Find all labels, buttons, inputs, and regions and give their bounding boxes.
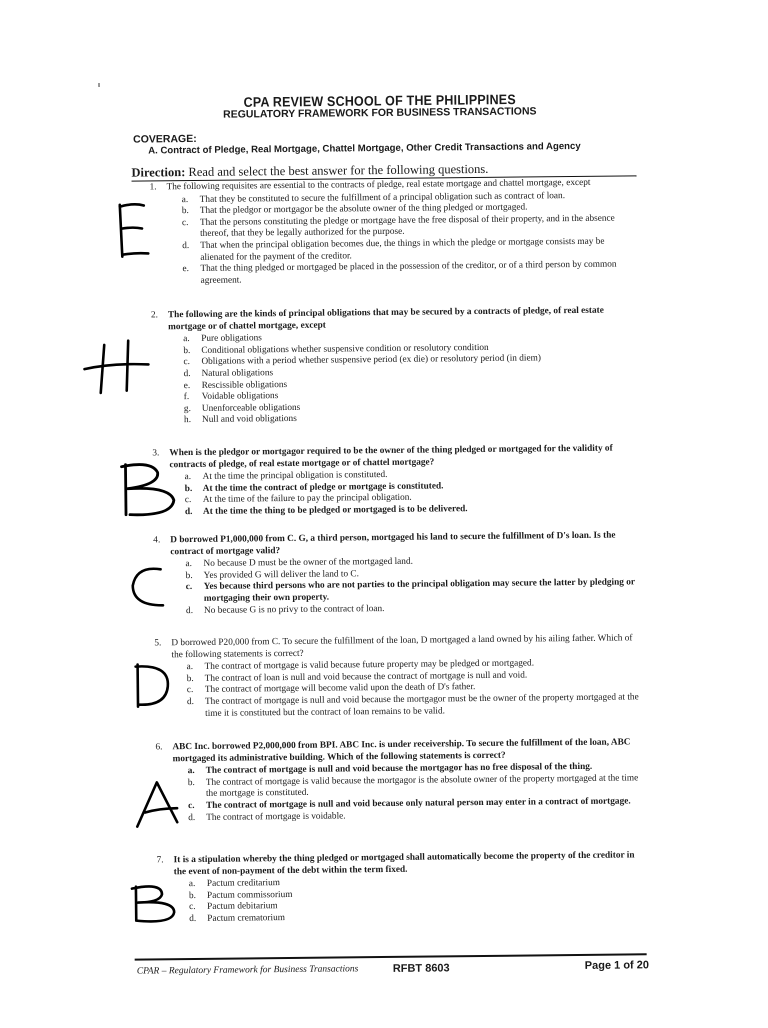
- question-number: 3.: [152, 448, 160, 459]
- question-stem: D borrowed P20,000 from C. To secure the fulfillment of the loan, D mortgaged a land owned by his ailing father. Which of the following statements is correct?: [171, 633, 633, 660]
- option-letter: f.: [183, 392, 190, 403]
- handwritten-answer-7: [126, 882, 182, 925]
- option-text: Pactum debitarium: [207, 901, 278, 913]
- option-text: Yes provided G will deliver the land to C.: [203, 569, 359, 581]
- option-letter: g.: [183, 403, 191, 414]
- option-letter: b.: [184, 483, 193, 494]
- question-2: [151, 305, 640, 427]
- question-number: 6.: [155, 742, 163, 753]
- option-text: That the pledgor or mortgagor be the absolute owner of the thing pledged or mortgaged.: [199, 202, 528, 217]
- option-letter: h.: [183, 415, 192, 426]
- question-stem: When is the pledgor or mortgagor required to be the owner of the thing pledged or mortgaged for the validity of contracts of pledge, of real estate mortgage or of chattel mortgage?: [169, 443, 613, 470]
- question-number: 2.: [150, 310, 158, 321]
- options-list: [182, 190, 639, 288]
- question-stem: The following are the kinds of principal obligations that may be secured by a contracts of pledge, of real estate mortgage or of chattel mortgage, except: [167, 305, 604, 332]
- option-letter: e.: [183, 380, 191, 391]
- options-list: [187, 657, 644, 720]
- option-text: Pactum crematorium: [207, 913, 286, 924]
- option-letter: c.: [184, 495, 192, 506]
- question-5: [154, 633, 643, 720]
- option-text: The contract of mortgage is null and void because the mortgagor has no free disposal of the thing.: [205, 762, 593, 777]
- question-7: [157, 850, 646, 926]
- coverage-text: A. Contract of Pledge, Real Mortgage, Chattel Mortgage, Other Credit Transactions and Agency: [148, 140, 581, 157]
- option-text: Pure obligations: [201, 333, 262, 345]
- option-letter: a.: [188, 879, 196, 890]
- option-text: The contract of mortgage will become valid upon the death of D's father.: [204, 682, 476, 696]
- options-list: [185, 467, 641, 518]
- option-text: Rescissible obligations: [201, 379, 288, 391]
- option-letter: c.: [183, 357, 190, 368]
- page-number: Page 1 of 20: [584, 959, 650, 972]
- question-number: 4.: [153, 535, 161, 546]
- options-list: [189, 874, 645, 925]
- option-text: The contract of mortgage is valid because future property may be pledged or mortgaged.: [204, 658, 535, 673]
- option-letter: d.: [183, 368, 191, 380]
- option-text: At the time of the failure to pay the principal obligation.: [202, 493, 412, 506]
- option-item: [182, 259, 638, 287]
- option-text: That the persons constituting the pledge or mortgage have the free disposal of their property, and in the absence thereof, that they be legally authorized for the purpose.: [199, 213, 615, 240]
- handwritten-answer-4: [125, 563, 175, 612]
- option-letter: b.: [183, 345, 191, 356]
- option-text: Unenforceable obligations: [201, 402, 301, 414]
- option-letter: a.: [184, 472, 192, 483]
- question-stem: ABC Inc. borrowed P2,000,000 from BPI. ABC Inc. is under receivership. To secure the fulfillment of the loan, ABC mortgaged its administrative building. Which of the following statements is correct?: [172, 737, 631, 764]
- question-number: 5.: [154, 638, 162, 649]
- option-text: Conditional obligations whether suspensive condition or resolutory condition: [201, 342, 489, 356]
- options-list: [183, 330, 640, 428]
- option-letter: b.: [185, 570, 193, 581]
- option-letter: d.: [182, 240, 190, 252]
- coverage-label: COVERAGE:: [133, 132, 197, 146]
- option-letter: e.: [182, 264, 189, 275]
- direction-label: Direction:: [131, 165, 186, 180]
- option-text: At the time the principal obligation is constituted.: [202, 470, 388, 483]
- question-stem: It is a stipulation whereby the thing pledged or mortgaged shall automatically become the property of the creditor in the event of non-payment of the debt within the term fixed.: [173, 850, 635, 877]
- options-list: [185, 554, 642, 617]
- handwritten-answer-6: [133, 778, 184, 831]
- option-letter: c.: [181, 217, 189, 228]
- option-letter: c.: [188, 800, 195, 812]
- option-letter: c.: [185, 582, 193, 593]
- option-text: The contract of mortgage is voidable.: [206, 810, 346, 823]
- option-text: No because D must be the owner of the mortgaged land.: [203, 556, 413, 570]
- option-text: Voidable obligations: [201, 391, 279, 403]
- option-letter: d.: [188, 812, 196, 823]
- question-stem: The following requisites are essential to the contracts of pledge, real estate mortgage and chattel mortgage, except: [166, 177, 591, 193]
- option-text: Pactum creditarium: [206, 878, 280, 890]
- handwritten-answer-5: [128, 660, 179, 711]
- option-letter: b.: [181, 206, 189, 217]
- question-3: [152, 443, 641, 519]
- option-letter: b.: [188, 890, 197, 901]
- handwritten-answer-3: [111, 458, 182, 521]
- direction-text: Read and select the best answer for the following questions.: [185, 161, 489, 180]
- option-text: Obligations with a period whether suspensive period (ex die) or resolutory period (in diem): [201, 353, 541, 368]
- option-letter: a.: [181, 194, 189, 205]
- option-letter: a.: [185, 559, 193, 570]
- option-text: At the time the contract of pledge or mortgage is constituted.: [202, 481, 444, 494]
- option-letter: a.: [187, 766, 195, 777]
- question-6: [155, 737, 644, 824]
- option-text: At the time the thing to be pledged or mortgaged is to be delivered.: [202, 504, 468, 517]
- handwritten-answer-2: [82, 334, 153, 397]
- option-text: The contract of mortgage is valid because the mortgagor is the absolute owner of the property mortgaged at the time the mortgage is constituted.: [205, 773, 639, 800]
- option-text: Null and void obligations: [201, 414, 297, 426]
- option-item: [187, 692, 643, 720]
- handwritten-answer-1: [100, 198, 161, 261]
- option-letter: d.: [186, 696, 195, 708]
- question-number: 7.: [156, 855, 164, 866]
- option-text: That the thing pledged or mortgaged be placed in the possession of the creditor, or of a third person by common agreement.: [200, 259, 617, 286]
- option-letter: d.: [185, 605, 194, 616]
- footer-course: CPAR – Regulatory Framework for Business Transactions: [136, 964, 359, 977]
- scan-mark: [98, 83, 99, 87]
- footer-code: RFBT 8603: [392, 962, 450, 975]
- option-text: The contract of mortgage is null and void because only natural person may enter in a contract of mortgage.: [206, 796, 631, 811]
- option-text: Yes because third persons who are not parties to the principal obligation may secure the latter by pledging or mortgaging their own property.: [203, 577, 635, 604]
- question-1: [150, 177, 639, 287]
- option-text: The contract of mortgage is null and void because the mortgagor must be the owner of the property mortgaged at the time it is constituted but the contract of loan remains to be valid.: [204, 692, 639, 719]
- option-letter: a.: [183, 334, 190, 345]
- subject-title: REGULATORY FRAMEWORK FOR BUSINESS TRANSACTIONS: [223, 105, 537, 121]
- question-4: [153, 530, 642, 617]
- option-letter: c.: [186, 685, 194, 696]
- question-stem: D borrowed P1,000,000 from C. G, a third person, mortgaged his land to secure the fulfillment of D's loan. Is the contract of mortgage valid?: [170, 530, 616, 557]
- option-letter: b.: [186, 673, 194, 684]
- footer-rule: [135, 953, 647, 960]
- option-text: That when the principal obligation becomes due, the things in which the pledge or mortgage consists may be alienated for the payment of the creditor.: [200, 236, 605, 263]
- option-text: That they be constituted to secure the fulfillment of a principal obligation such as contract of loan.: [199, 190, 566, 205]
- school-title: CPA REVIEW SCHOOL OF THE PHILIPPINES: [243, 91, 516, 111]
- options-list: [188, 761, 645, 824]
- option-letter: c.: [189, 902, 196, 913]
- question-number: 1.: [149, 182, 157, 193]
- option-text: The contract of loan is null and void because the contract of mortgage is null and void.: [204, 670, 528, 684]
- option-letter: d.: [184, 506, 193, 518]
- option-letter: b.: [187, 777, 195, 788]
- option-letter: d.: [189, 913, 197, 925]
- option-text: No because G is no privy to the contract of loan.: [203, 603, 385, 616]
- option-letter: a.: [186, 662, 194, 673]
- option-text: Pactum commissorium: [206, 889, 293, 901]
- option-text: Natural obligations: [201, 368, 274, 379]
